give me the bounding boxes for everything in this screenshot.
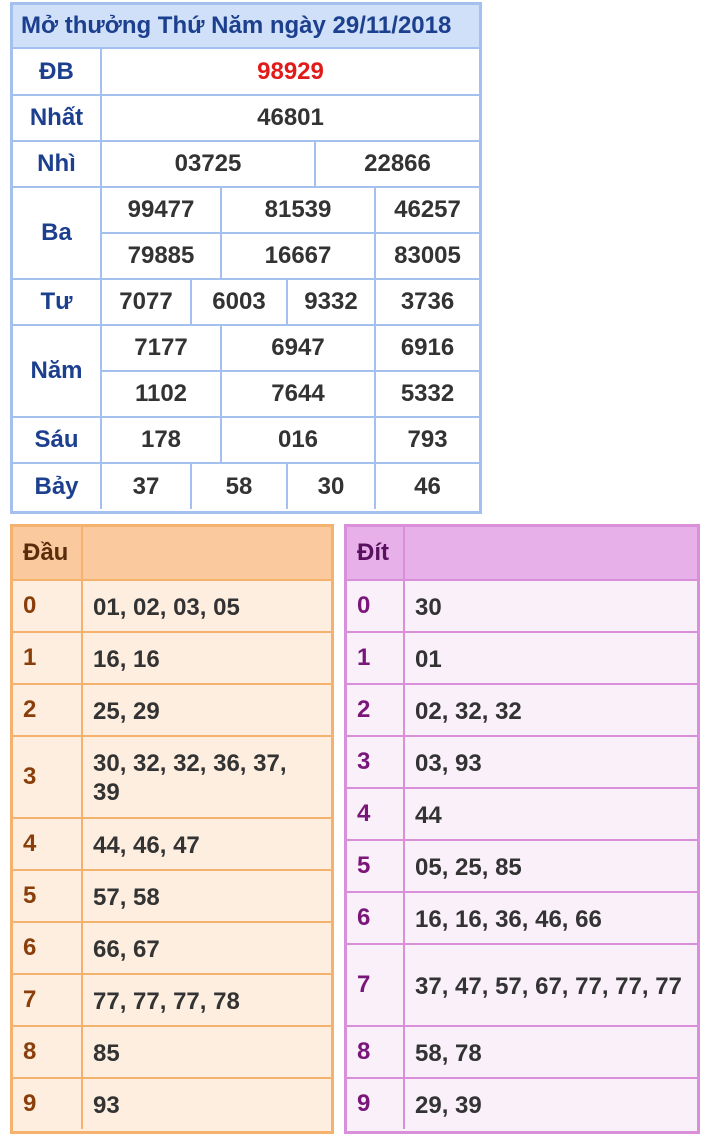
dau-header-label: Đầu bbox=[13, 527, 83, 579]
dit-key: 5 bbox=[347, 841, 405, 891]
dit-key: 9 bbox=[347, 1079, 405, 1129]
prize-row-nam bbox=[13, 325, 479, 371]
dau-key: 0 bbox=[13, 581, 83, 631]
dau-row bbox=[13, 871, 331, 923]
dit-values: 58, 78 bbox=[415, 1039, 482, 1067]
results-table bbox=[10, 2, 482, 514]
dit-key: 4 bbox=[347, 789, 405, 839]
dit-row bbox=[347, 737, 697, 789]
prize-row-bay bbox=[13, 463, 479, 509]
dit-values: 16, 16, 36, 46, 66 bbox=[415, 905, 602, 933]
dit-key: 3 bbox=[347, 737, 405, 787]
dau-key: 2 bbox=[13, 685, 83, 735]
dau-row bbox=[13, 1079, 331, 1129]
prize-row-nhat bbox=[13, 95, 479, 141]
prize-label-sau: Sáu bbox=[13, 417, 101, 463]
dit-header-label: Đít bbox=[347, 527, 405, 579]
dit-values: 05, 25, 85 bbox=[415, 853, 522, 881]
prize-label-tu: Tư bbox=[13, 279, 101, 325]
dit-header-blank bbox=[405, 527, 697, 579]
prize-value-nam: 6947 bbox=[221, 325, 375, 371]
dau-header-blank bbox=[83, 527, 331, 579]
prize-value-nam: 1102 bbox=[101, 371, 221, 417]
prize-value-bay: 58 bbox=[191, 463, 287, 509]
dau-key: 5 bbox=[13, 871, 83, 921]
dit-key: 1 bbox=[347, 633, 405, 683]
prize-value-bay: 30 bbox=[287, 463, 375, 509]
dau-values: 01, 02, 03, 05 bbox=[93, 593, 240, 621]
prize-value-ba: 79885 bbox=[101, 233, 221, 279]
dit-key: 0 bbox=[347, 581, 405, 631]
prize-value-nam: 5332 bbox=[375, 371, 479, 417]
dit-key: 6 bbox=[347, 893, 405, 943]
prize-row-ba bbox=[13, 187, 479, 233]
dit-row bbox=[347, 1027, 697, 1079]
prize-value-ba: 81539 bbox=[221, 187, 375, 233]
dau-key: 9 bbox=[13, 1079, 83, 1129]
prize-row-tu bbox=[13, 279, 479, 325]
prize-row-sau bbox=[13, 417, 479, 463]
prize-label-bay: Bảy bbox=[13, 463, 101, 509]
prize-value-sau: 178 bbox=[101, 417, 221, 463]
prize-row-db bbox=[13, 49, 479, 95]
dit-values: 02, 32, 32 bbox=[415, 697, 522, 725]
dit-values: 29, 39 bbox=[415, 1091, 482, 1119]
dit-row bbox=[347, 945, 697, 1027]
dit-table bbox=[344, 524, 700, 1134]
prize-value-tu: 6003 bbox=[191, 279, 287, 325]
dau-values: 77, 77, 77, 78 bbox=[93, 987, 240, 1015]
prize-value-bay: 46 bbox=[375, 463, 479, 509]
dit-header bbox=[347, 527, 697, 581]
prize-value-tu: 9332 bbox=[287, 279, 375, 325]
dit-row bbox=[347, 633, 697, 685]
prize-value-nhi: 03725 bbox=[101, 141, 315, 187]
prize-value-nhat: 46801 bbox=[101, 95, 479, 141]
dau-row bbox=[13, 633, 331, 685]
prize-grid bbox=[13, 49, 479, 509]
dau-row bbox=[13, 975, 331, 1027]
dit-key: 7 bbox=[347, 945, 405, 1025]
prize-value-tu: 3736 bbox=[375, 279, 479, 325]
prize-value-ba: 16667 bbox=[221, 233, 375, 279]
dau-header bbox=[13, 527, 331, 581]
dau-row bbox=[13, 1027, 331, 1079]
prize-row-nhi bbox=[13, 141, 479, 187]
prize-value-sau: 016 bbox=[221, 417, 375, 463]
prize-value-sau: 793 bbox=[375, 417, 479, 463]
prize-label-nhi: Nhì bbox=[13, 141, 101, 187]
prize-value-ba: 46257 bbox=[375, 187, 479, 233]
dau-key: 6 bbox=[13, 923, 83, 973]
dau-values: 25, 29 bbox=[93, 697, 160, 725]
dit-values: 01 bbox=[415, 645, 442, 673]
dit-row bbox=[347, 685, 697, 737]
prize-label-ba: Ba bbox=[13, 187, 101, 279]
dau-values: 85 bbox=[93, 1039, 120, 1067]
dau-row bbox=[13, 685, 331, 737]
dit-row bbox=[347, 1079, 697, 1129]
dit-values: 37, 47, 57, 67, 77, 77, 77 bbox=[415, 972, 682, 1000]
prize-value-tu: 7077 bbox=[101, 279, 191, 325]
dit-row bbox=[347, 581, 697, 633]
dit-key: 8 bbox=[347, 1027, 405, 1077]
dau-values: 93 bbox=[93, 1091, 120, 1119]
dit-values: 03, 93 bbox=[415, 749, 482, 777]
prize-label-db: ĐB bbox=[13, 49, 101, 95]
dau-values: 16, 16 bbox=[93, 645, 160, 673]
dau-row bbox=[13, 923, 331, 975]
dau-values: 66, 67 bbox=[93, 935, 160, 963]
dau-values: 44, 46, 47 bbox=[93, 831, 200, 859]
prize-value-bay: 37 bbox=[101, 463, 191, 509]
dau-key: 7 bbox=[13, 975, 83, 1025]
dau-key: 4 bbox=[13, 819, 83, 869]
dit-row bbox=[347, 789, 697, 841]
dau-values: 30, 32, 32, 36, 37, 39 bbox=[93, 750, 287, 806]
prize-value-db: 98929 bbox=[101, 49, 479, 95]
dau-key: 8 bbox=[13, 1027, 83, 1077]
prize-value-nam: 6916 bbox=[375, 325, 479, 371]
dau-values: 57, 58 bbox=[93, 883, 160, 911]
results-title: Mở thưởng Thứ Năm ngày 29/11/2018 bbox=[13, 5, 479, 49]
prize-value-ba: 99477 bbox=[101, 187, 221, 233]
dit-row bbox=[347, 841, 697, 893]
dau-key: 3 bbox=[13, 737, 83, 817]
dit-values: 44 bbox=[415, 801, 442, 829]
prize-label-nam: Năm bbox=[13, 325, 101, 417]
dau-row bbox=[13, 581, 331, 633]
prize-value-nam: 7644 bbox=[221, 371, 375, 417]
dau-row bbox=[13, 819, 331, 871]
prize-value-nam: 7177 bbox=[101, 325, 221, 371]
prize-value-ba: 83005 bbox=[375, 233, 479, 279]
prize-label-nhat: Nhất bbox=[13, 95, 101, 141]
dau-row bbox=[13, 737, 331, 819]
dit-row bbox=[347, 893, 697, 945]
dit-values: 30 bbox=[415, 593, 442, 621]
dau-key: 1 bbox=[13, 633, 83, 683]
dau-table bbox=[10, 524, 334, 1134]
prize-value-nhi: 22866 bbox=[315, 141, 479, 187]
dit-key: 2 bbox=[347, 685, 405, 735]
